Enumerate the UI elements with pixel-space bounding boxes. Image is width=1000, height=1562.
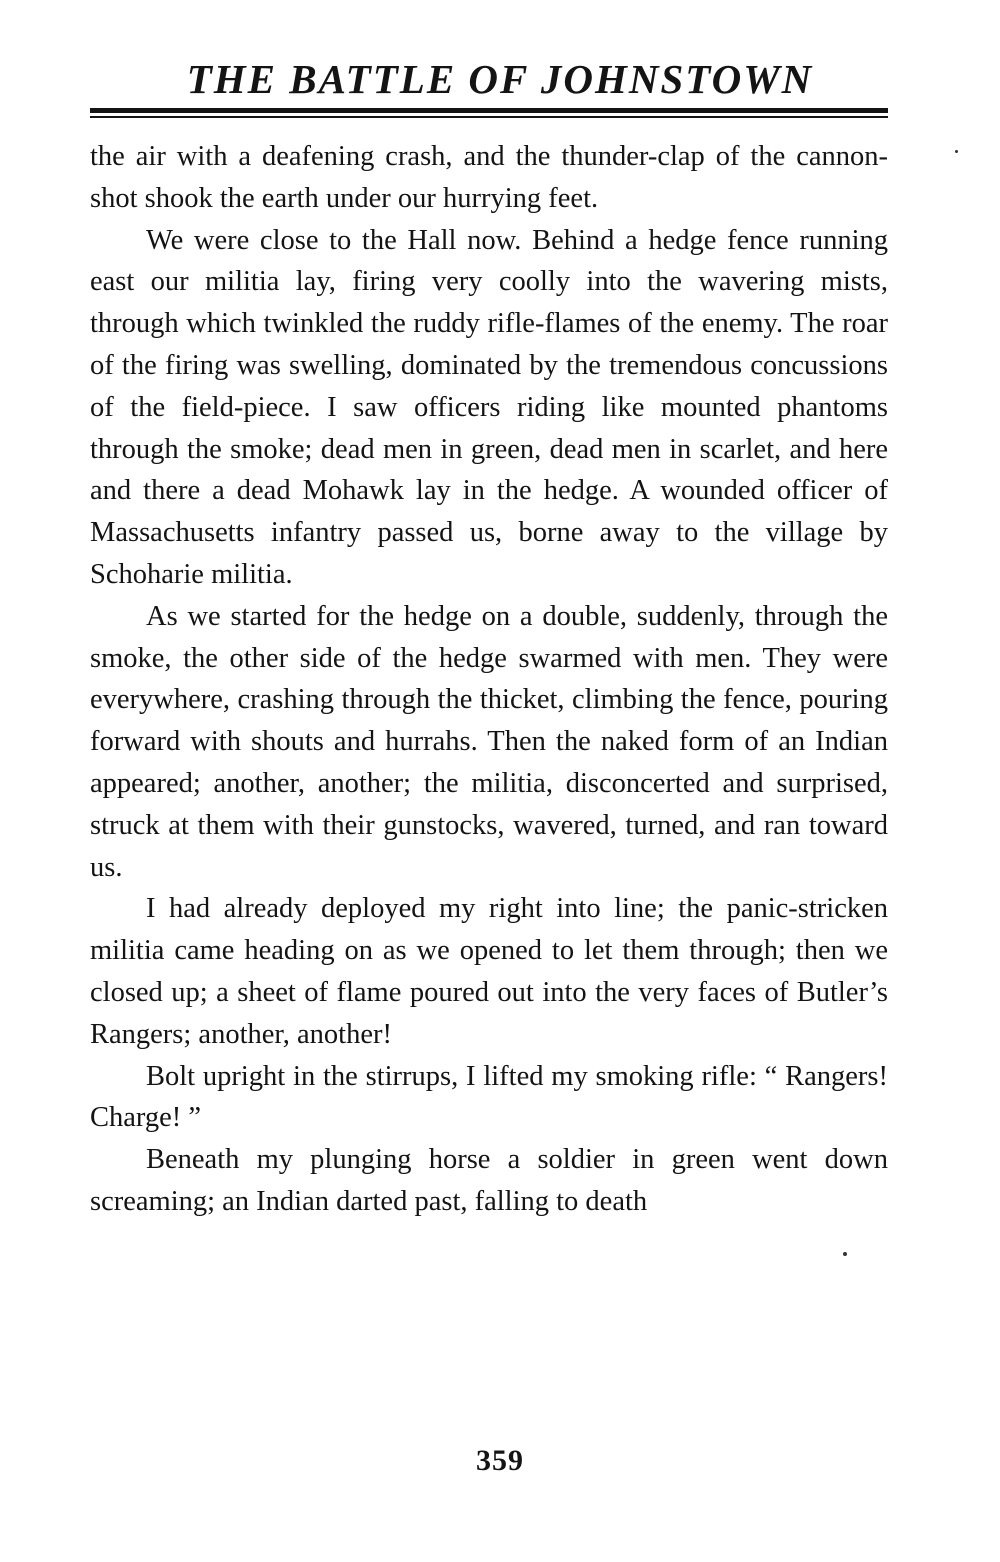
paragraph: We were close to the Hall now. Behind a hedge fence running east our militia lay, firing very coolly into the wavering mists, through which twinkled the ruddy rifle-flames of the enemy. The roar of the firing was swelling, dominated by the tremendous concussions of the field-piece. I saw officers riding like mounted phantoms through the smoke; dead men in green, dead men in scarlet, and here and there a dead Mohawk lay in the hedge. A wounded officer of Massachusetts infantry passed us, borne away to the village by Schoharie militia. [90,224,888,590]
book-page [90,50,888,1223]
paragraph: I had already deployed my right into line; the panic-stricken militia came heading on as we opened to let them through; then we closed up; a sheet of flame poured out into the very faces of Butler’s Rangers; another, another! [90,893,888,1050]
body-text [90,136,888,1223]
paragraph: Bolt upright in the stirrups, I lifted my smoking rifle: “ Rangers! Charge! ” [90,1060,888,1134]
ink-speck [843,1252,847,1256]
header-rule-thin [90,116,888,118]
header-rule-thick [90,108,888,113]
ink-speck [955,150,958,153]
paragraph: Beneath my plunging horse a soldier in green went down screaming; an Indian darted past, falling to death [90,1144,888,1217]
running-title: THE BATTLE OF JOHNSTOWN [186,56,814,102]
page-number: 359 [476,1444,524,1477]
paragraph-continued: the air with a deafening crash, and the thunder-clap of the cannon-shot shook the earth under our hurrying feet. [90,141,888,214]
paragraph: As we started for the hedge on a double, suddenly, through the smoke, the other side of the hedge swarmed with men. They were everywhere, crashing through the thicket, climbing the fence, pouring forward with shouts and hurrahs. Then the naked form of an Indian appeared; another, another; the militia, disconcerted and surprised, struck at them with their gunstocks, wavered, turned, and ran toward us. [90,600,888,883]
